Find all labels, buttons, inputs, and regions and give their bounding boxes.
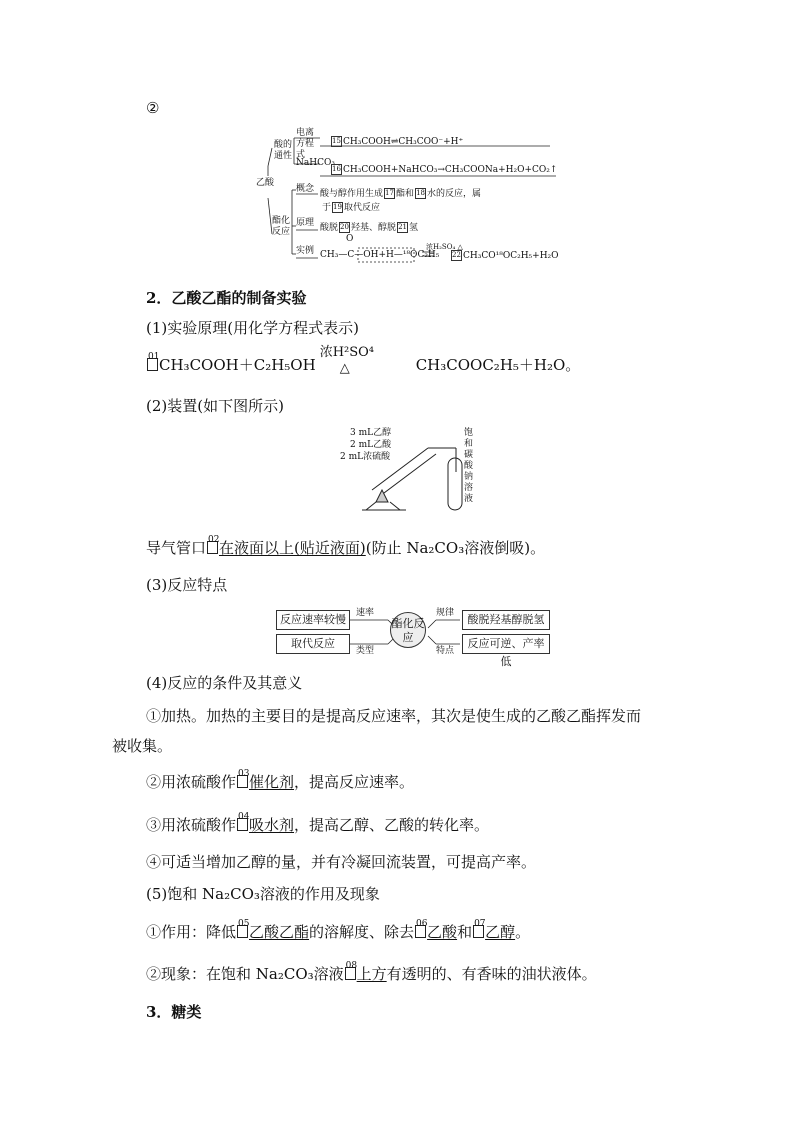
para-features: (3)反应特点 bbox=[146, 576, 228, 594]
diagram-ester-branch: 酯化反应 bbox=[272, 216, 291, 237]
diagram-nahco3-eq: 16 CH₃COOH+NaHCO₃→CH₃COONa+H₂O+CO₂↑ bbox=[332, 165, 558, 175]
diagram-example-rhs: 22 CH₃CO¹⁸OC₂H₅+H₂O bbox=[452, 251, 559, 261]
item-marker: ② bbox=[146, 99, 160, 117]
label-sodium-carbonate: 饱和碳酸钠溶液 bbox=[464, 428, 474, 504]
answer-box: 06 bbox=[415, 925, 426, 938]
diagram-ionize-label: 电离方程式 bbox=[296, 128, 315, 160]
reaction-condition: 浓H²SO⁴ △ bbox=[319, 345, 375, 376]
diagram-nahco3-label: NaHCO₃ bbox=[296, 158, 335, 168]
feature-rule: 酸脱羟基醇脱氢 bbox=[462, 610, 550, 630]
tag-type: 类型 bbox=[356, 646, 375, 656]
diagram-acid-branch: 酸的通性 bbox=[274, 140, 293, 161]
tag-feature: 特点 bbox=[436, 646, 455, 656]
diagram-concept-label: 概念 bbox=[296, 184, 315, 194]
answer-box: 04 bbox=[237, 818, 248, 831]
feature-rate: 反应速率较慢 bbox=[276, 610, 350, 630]
para-principle: (1)实验原理(用化学方程式表示) bbox=[146, 319, 359, 337]
diagram-example-o: O bbox=[346, 234, 354, 244]
diagram-example-cond: 浓H₂SO₄ △ bbox=[426, 243, 463, 251]
answer-box: 01 bbox=[147, 358, 158, 371]
para-conditions: (4)反应的条件及其意义 bbox=[146, 674, 303, 692]
para-heating-cont: 被收集。 bbox=[112, 737, 173, 755]
tag-rule: 规律 bbox=[436, 608, 455, 618]
para-apparatus: (2)装置(如下图所示) bbox=[146, 397, 284, 415]
feature-type: 取代反应 bbox=[276, 634, 350, 654]
features-diagram bbox=[276, 606, 550, 668]
section-heading-3: 3．糖类 bbox=[146, 1003, 202, 1021]
diagram-mech-label: 原理 bbox=[296, 218, 315, 228]
acetic-acid-diagram bbox=[250, 126, 570, 270]
diagram-mech-text: 酸脱 20 羟基、醇脱 21 氢 bbox=[320, 223, 419, 233]
section-heading-2: 2．乙酸乙酯的制备实验 bbox=[146, 289, 307, 307]
para-catalyst: ②用浓硫酸作 03 催化剂，提高反应速率。 bbox=[146, 769, 415, 791]
diagram-ionize-eq: 15 CH₃COOH⇌CH₃COO⁻+H⁺ bbox=[332, 137, 464, 147]
feature-center: 酯化反应 bbox=[390, 612, 426, 648]
diagram-root: 乙酸 bbox=[256, 178, 275, 188]
label-ethanol: 3 mL乙醇 bbox=[350, 428, 392, 438]
label-acetic-acid: 2 mL乙酸 bbox=[350, 440, 392, 450]
tag-rate: 速率 bbox=[356, 608, 375, 618]
para-na2co3: (5)饱和 Na₂CO₃溶液的作用及现象 bbox=[146, 885, 380, 903]
diagram-concept-text-2: 于 19 取代反应 bbox=[322, 203, 381, 213]
feature-reversible: 反应可逆、产率低 bbox=[462, 634, 550, 654]
answer-box: 03 bbox=[237, 775, 248, 788]
apparatus-figure bbox=[336, 428, 476, 514]
para-dehydrant: ③用浓硫酸作 04 吸水剂，提高乙醇、乙酸的转化率。 bbox=[146, 812, 490, 834]
diagram-example-lhs: CH₃—C—OH+H—¹⁸OC₂H₅ bbox=[320, 250, 440, 260]
label-sulfuric-acid: 2 mL浓硫酸 bbox=[340, 452, 391, 462]
answer-box: 02 bbox=[207, 541, 218, 554]
answer-box: 08 bbox=[345, 967, 356, 980]
diagram-example-label: 实例 bbox=[296, 246, 315, 256]
para-function: ①作用：降低 05 乙酸乙酯的溶解度、除去 06 乙酸和 07 乙醇。 bbox=[146, 919, 531, 941]
answer-box: 07 bbox=[473, 925, 484, 938]
para-phenomenon: ②现象：在饱和 Na₂CO₃溶液 08 上方有透明的、有香味的油状液体。 bbox=[146, 961, 597, 983]
answer-box: 05 bbox=[237, 925, 248, 938]
para-heating: ①加热。加热的主要目的是提高反应速率，其次是使生成的乙酸乙酯挥发而 bbox=[146, 707, 642, 725]
para-yield: ④可适当增加乙醇的量，并有冷凝回流装置，可提高产率。 bbox=[146, 853, 537, 871]
para-tube-outlet: 导气管口 02 在液面以上(贴近液面)(防止 Na₂CO₃溶液倒吸)。 bbox=[146, 535, 546, 557]
equation-line: 01 CH₃COOH＋C₂H₅OH 浓H²SO⁴ △ CH₃COOC₂H₅＋H₂O。 bbox=[148, 345, 581, 376]
diagram-concept-text: 酸与醇作用生成 17 酯和 18 水的反应，属 bbox=[320, 189, 482, 199]
